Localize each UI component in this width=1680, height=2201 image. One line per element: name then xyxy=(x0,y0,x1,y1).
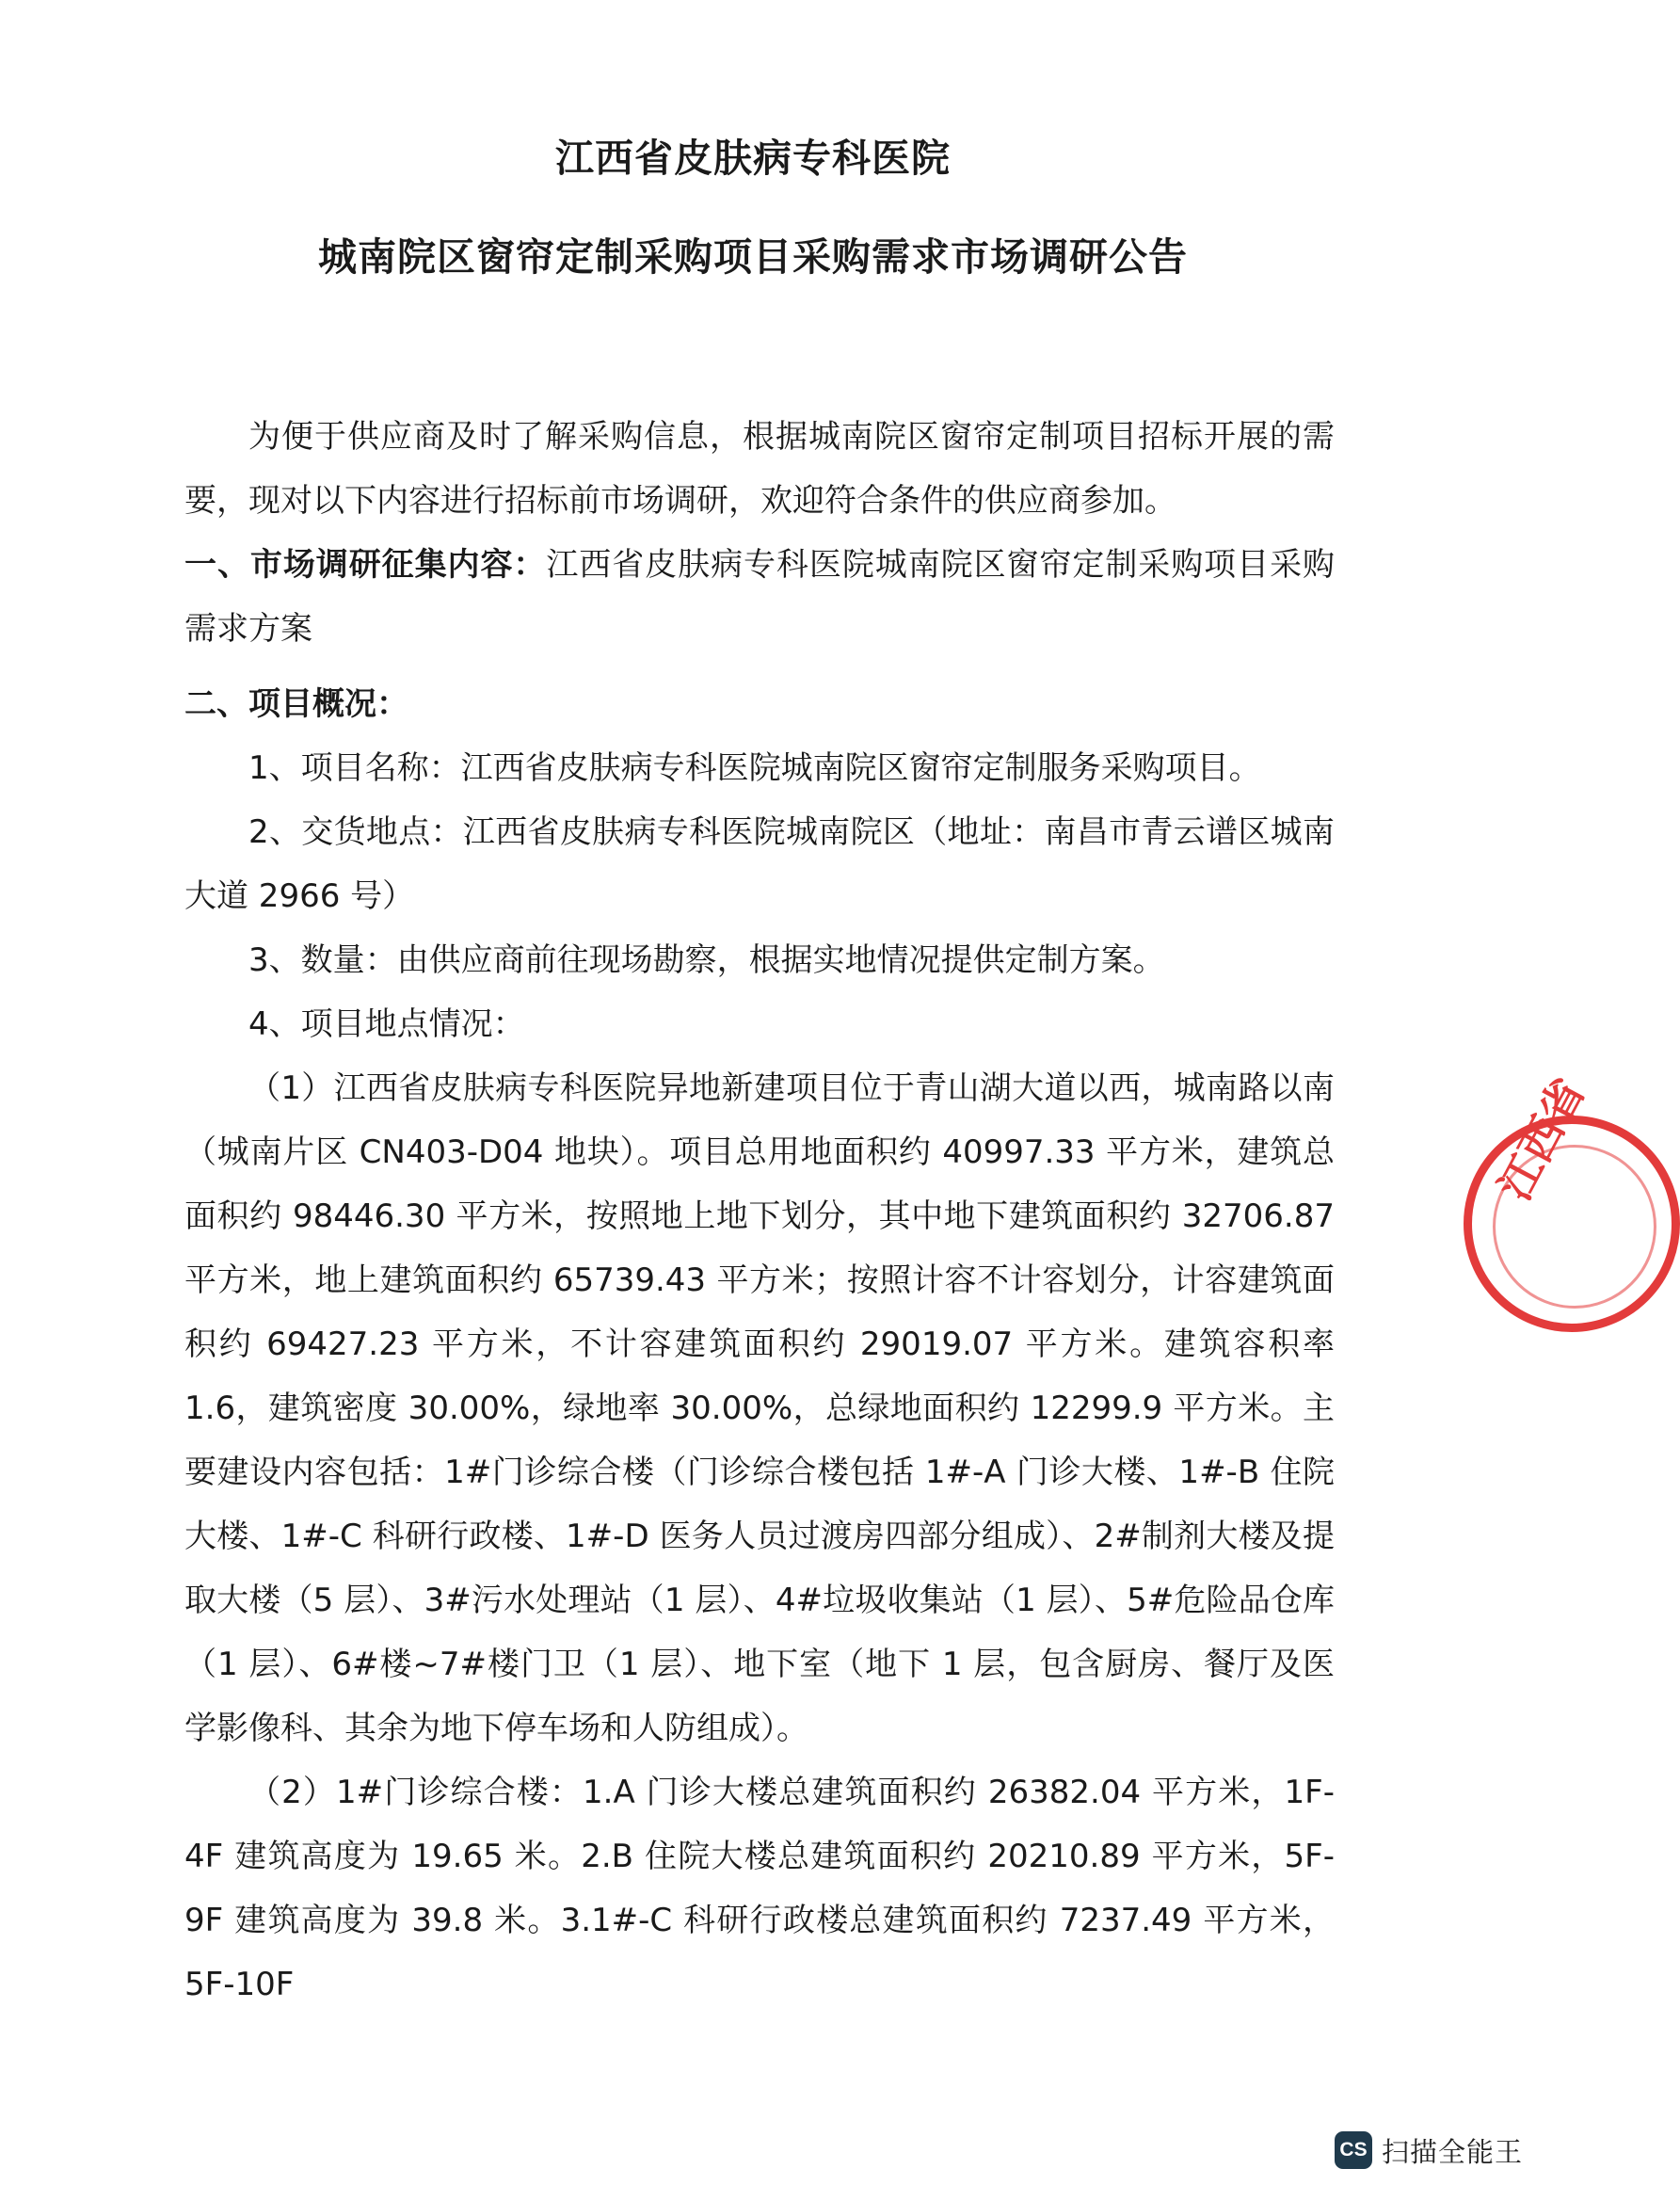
scanner-watermark xyxy=(1335,2129,1523,2171)
delivery-location-item: 2、交货地点：江西省皮肤病专科医院城南院区（地址：南昌市青云谱区城南大道 2966 号） xyxy=(184,813,1335,915)
scanner-label: 扫描全能王 xyxy=(1382,2135,1524,2168)
document-title-line1: 江西省皮肤病专科医院 xyxy=(555,136,951,181)
site-detail-paragraph-1: （1）江西省皮肤病专科医院异地新建项目位于青山湖大道以西，城南路以南（城南片区 CN403-D04 地块）。项目总用地面积约 40997.33 平方米，建筑总面积约 98446.30 平方米，按照地上地下划分，其中地下建筑面积约 32706.87 平方米，地上建筑面积约 65739.43 平方米；按照计容不计容划分，计容建筑面积约 69427.23 平方米，不计容建筑面积约 29019.07 平方米。建筑容积率 1.6，建筑密度 30.00%，绿地率 30.00%，总绿地面积约 12299.9 平方米。主要建设内容包括：1#门诊综合楼（门诊综合楼包括 1#-A 门诊大楼、1#-B 住院大楼、1#-C 科研行政楼、1#-D 医务人员过渡房四部分组成）、2#制剂大楼及提取大楼（5 层）、3#污水处理站（1 层）、4#垃圾收集站（1 层）、5#危险品仓库（1 层）、6#楼~7#楼门卫（1 层）、地下室（地下 1 层，包含厨房、餐厅及医学影像科、其余为地下停车场和人防组成）。 xyxy=(184,1069,1335,1747)
document-body xyxy=(184,405,1335,2016)
seal-text: 江西省 xyxy=(1488,1069,1595,1209)
document-title-line2: 城南院区窗帘定制采购项目采购需求市场调研公告 xyxy=(318,234,1188,280)
section1-text: 江西省皮肤病专科医院城南院区窗帘定制采购项目采购需求方案 xyxy=(184,546,1336,648)
camscanner-logo-icon: CS xyxy=(1335,2131,1372,2169)
section2-heading: 二、项目概况： xyxy=(184,685,408,723)
official-seal xyxy=(1464,1069,1680,1332)
section1-heading: 一、市场调研征集内容： xyxy=(184,546,547,584)
quantity-item: 3、数量：由供应商前往现场勘察，根据实地情况提供定制方案。 xyxy=(248,941,1165,979)
intro-paragraph: 为便于供应商及时了解采购信息，根据城南院区窗帘定制项目招标开展的需要，现对以下内容进行招标前市场调研，欢迎符合条件的供应商参加。 xyxy=(184,418,1335,520)
project-site-item: 4、项目地点情况： xyxy=(248,1005,525,1043)
project-name-item: 1、项目名称：江西省皮肤病专科医院城南院区窗帘定制服务采购项目。 xyxy=(248,749,1261,787)
site-detail-paragraph-2: （2）1#门诊综合楼：1.A 门诊大楼总建筑面积约 26382.04 平方米，1F-4F 建筑高度为 19.65 米。2.B 住院大楼总建筑面积约 20210.89 平方米，5F-9F 建筑高度为 39.8 米。3.1#-C 科研行政楼总建筑面积约 7237.49 平方米，5F-10F xyxy=(184,1774,1335,2003)
section1-paragraph xyxy=(184,533,1335,661)
